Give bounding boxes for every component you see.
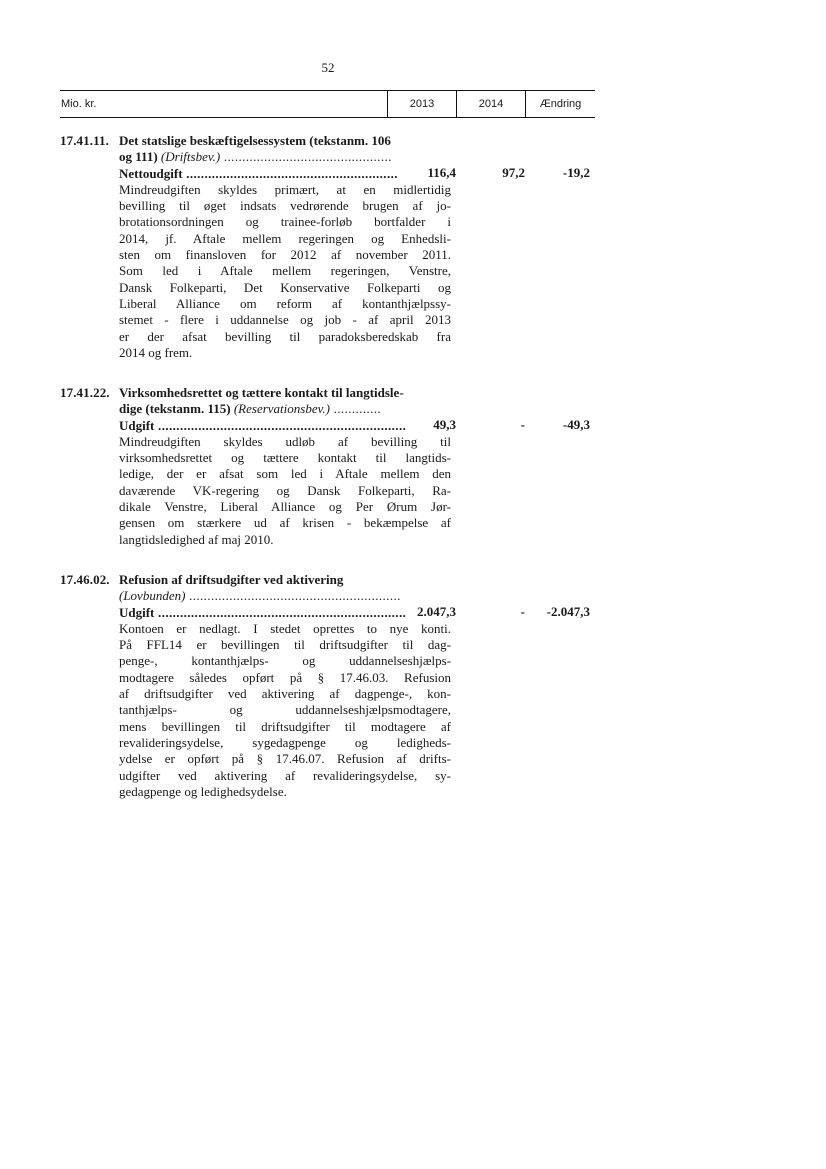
value-2013: 2.047,3 bbox=[417, 604, 456, 619]
entry-title: Refusion af driftsudgifter ved aktivering (Lovbunden) .......................................................... bbox=[119, 572, 401, 604]
value-change: -2.047,3 bbox=[546, 604, 590, 619]
value-2013: 116,4 bbox=[427, 165, 456, 180]
value-2014: - bbox=[520, 604, 525, 619]
value-2014: - bbox=[520, 417, 525, 432]
account-number: 17.41.11. bbox=[60, 133, 109, 148]
value-2013: 49,3 bbox=[433, 417, 456, 432]
amount-label: Nettoudgift .......................................................... bbox=[119, 165, 398, 181]
column-header-change: Ændring bbox=[525, 91, 595, 117]
entry-description: Mindreudgiften skyldes primært, at en midlertidig bevilling til øget indsats vedrørende brugen af jo- brotationsordningen og trainee-forløb bortfalder i 2014, jf. Aftale mellem regeringen og Enhedsli- sten om finansloven for 2012 af november 2011. Som led i Aftale mellem regeringen, Venstre, Dansk Folkeparti, Det Konservative Folkeparti og Liberal Alliance om reform af kontanthjælpssy- stemet - flere i uddannelse og job - af april 2013 er der afsat bevilling til paradoksberedskab fra 2014 og frem. bbox=[119, 181, 451, 360]
entry-title: Virksomhedsrettet og tættere kontakt til langtidsle- dige (tekstanm. 115) (Reservationsbev.) ............. bbox=[119, 385, 404, 417]
unit-label: Mio. kr. bbox=[61, 98, 97, 110]
value-2014: 97,2 bbox=[502, 165, 525, 180]
value-change: -49,3 bbox=[562, 417, 590, 432]
entry-description: Mindreudgiften skyldes udløb af bevilling til virksomhedsrettet og tættere kontakt til langtids- ledige, der er afsat som led i Aftale mellem den daværende VK-regering og Dansk Folkeparti, Ra- dikale Venstre, Liberal Alliance og Per Ørum Jør- gensen om stærkere ud af krisen - bekæmpelse af langtidsledighed af maj 2010. bbox=[119, 433, 451, 547]
entry-title: Det statslige beskæftigelsessystem (tekstanm. 106 og 111) (Driftsbev.) .............................................. bbox=[119, 133, 392, 165]
account-number: 17.41.22. bbox=[60, 385, 110, 400]
column-header-2014: 2014 bbox=[456, 91, 525, 117]
amount-label: Udgift .................................................................... bbox=[119, 417, 407, 433]
amount-label: Udgift .................................................................... bbox=[119, 604, 407, 620]
entry-description: Kontoen er nedlagt. I stedet oprettes to nye konti. På FFL14 er bevillingen til driftsudgifter til dag- penge-, kontanthjælps- og uddannelseshjælps- modtagere således opført på § 17.46.03. Refusion af driftsudgifter ved aktivering af dagpenge-, kon- tanthjælps- og uddannelseshjælpsmodtagere, mens bevillingen til driftsudgifter til modtagere af revalideringsydelse, sygedagpenge og ledigheds- ydelse er opført på § 17.46.07. Refusion af drifts- udgifter ved aktivering af revalideringsydelse, sy- gedagpenge og ledighedsydelse. bbox=[119, 620, 451, 799]
column-header-2013: 2013 bbox=[387, 91, 456, 117]
table-header bbox=[60, 90, 595, 118]
page-number: 52 bbox=[321, 60, 335, 75]
account-number: 17.46.02. bbox=[60, 572, 110, 587]
value-change: -19,2 bbox=[562, 165, 590, 180]
